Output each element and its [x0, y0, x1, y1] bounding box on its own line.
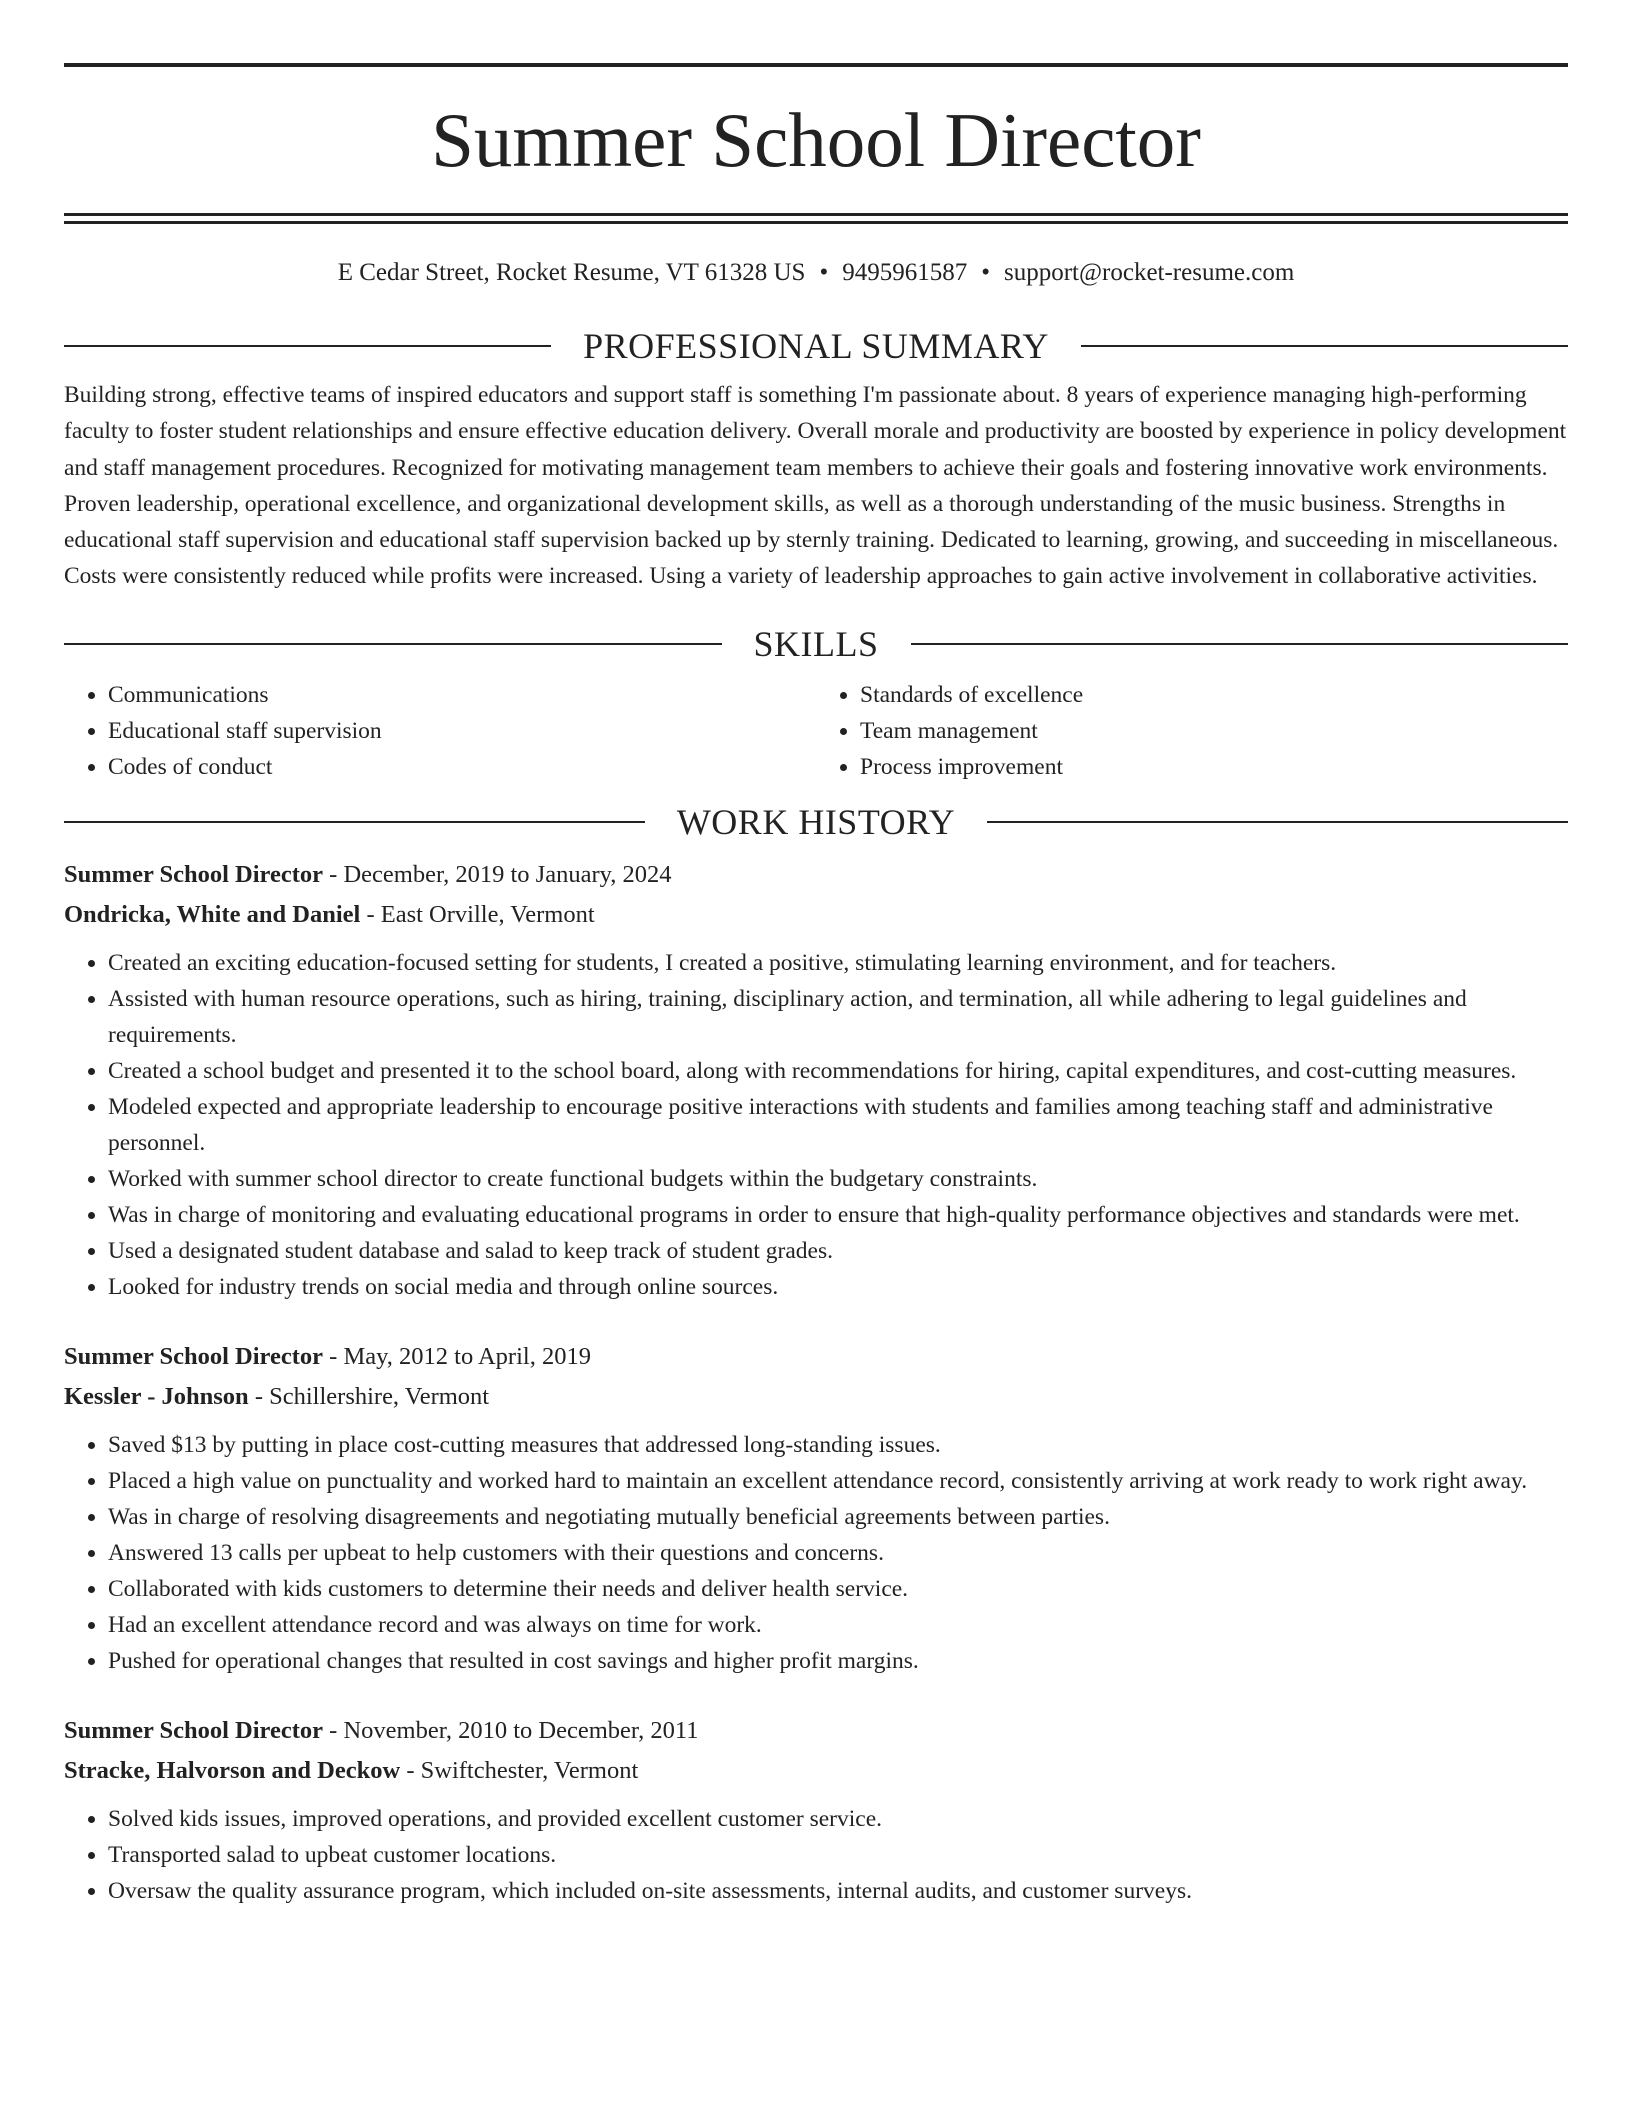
- skills-title: SKILLS: [753, 623, 879, 664]
- skill-item: • Codes of conduct: [108, 749, 816, 785]
- job-role: Summer School Director: [64, 860, 324, 888]
- job-bullet: • Worked with summer school director to create functional budgets within the budgetary constraints.: [108, 1161, 1568, 1197]
- job-location: Swiftchester, Vermont: [420, 1756, 639, 1784]
- job-entry: [64, 1337, 1568, 1679]
- contact-email: support@rocket-resume.com: [1004, 259, 1295, 286]
- job-bullets: [64, 945, 1568, 1305]
- job-company: Ondricka, White and Daniel: [64, 900, 361, 928]
- job-bullet: • Looked for industry trends on social media and through online sources.: [108, 1269, 1568, 1305]
- job-company: Stracke, Halvorson and Deckow: [64, 1756, 401, 1784]
- heading-rule-left: [64, 643, 722, 645]
- heading-rule-left: [64, 345, 551, 347]
- job-bullet: • Was in charge of monitoring and evaluating educational programs in order to ensure that high-quality performance objectives and standards were met.: [108, 1197, 1568, 1233]
- job-role-line: Summer School Director - May, 2012 to April, 2019: [64, 1342, 591, 1370]
- title-double-rule: [64, 213, 1568, 224]
- summary-title: PROFESSIONAL SUMMARY: [583, 326, 1049, 366]
- contact-line: [64, 257, 1568, 289]
- job-bullet: • Solved kids issues, improved operations, and provided excellent customer service.: [108, 1801, 1568, 1837]
- heading-rule-left: [64, 821, 645, 823]
- job-company: Kessler - Johnson: [64, 1382, 249, 1410]
- heading-rule-right: [1081, 345, 1568, 347]
- job-company-line: Kessler - Johnson - Schillershire, Vermont: [64, 1382, 490, 1410]
- job-bullet: • Answered 13 calls per upbeat to help customers with their questions and concerns.: [108, 1535, 1568, 1571]
- job-location: Schillershire, Vermont: [269, 1382, 490, 1410]
- work-history-list: [64, 855, 1568, 1909]
- heading-rule-right: [911, 643, 1569, 645]
- job-company-line: Ondricka, White and Daniel - East Orville, Vermont: [64, 900, 595, 928]
- job-bullet: • Collaborated with kids customers to determine their needs and deliver health service.: [108, 1571, 1568, 1607]
- heading-rule-right: [987, 821, 1568, 823]
- skill-item: • Team management: [860, 713, 1568, 749]
- job-company-line: Stracke, Halvorson and Deckow - Swiftchester, Vermont: [64, 1756, 639, 1784]
- job-role-line: Summer School Director - November, 2010 to December, 2011: [64, 1716, 699, 1744]
- contact-phone: 9495961587: [842, 259, 968, 286]
- job-location: East Orville, Vermont: [380, 900, 595, 928]
- job-bullet: • Oversaw the quality assurance program, which included on-site assessments, internal audits, and customer surveys.: [108, 1873, 1568, 1909]
- job-bullet: • Assisted with human resource operations, such as hiring, training, disciplinary action, and termination, all while adhering to legal guidelines and requirements.: [108, 981, 1568, 1053]
- job-entry: [64, 1711, 1568, 1909]
- contact-separator: •: [819, 259, 829, 286]
- job-role: Summer School Director: [64, 1342, 324, 1370]
- summary-heading: [64, 325, 1568, 367]
- job-bullet: • Was in charge of resolving disagreements and negotiating mutually beneficial agreements between parties.: [108, 1499, 1568, 1535]
- skills-heading: [64, 623, 1568, 665]
- job-bullets: [64, 1427, 1568, 1679]
- skills-list: [64, 677, 1568, 785]
- job-bullet: • Created a school budget and presented it to the school board, along with recommendations for hiring, capital expenditures, and cost-cutting measures.: [108, 1053, 1568, 1089]
- job-bullet: • Had an excellent attendance record and was always on time for work.: [108, 1607, 1568, 1643]
- job-bullet: • Created an exciting education-focused setting for students, I created a positive, stimulating learning environment, and for teachers.: [108, 945, 1568, 981]
- skill-item: • Communications: [108, 677, 816, 713]
- job-dates: May, 2012 to April, 2019: [343, 1342, 591, 1370]
- job-role: Summer School Director: [64, 1716, 324, 1744]
- work-history-heading: [64, 801, 1568, 843]
- job-bullet: • Saved $13 by putting in place cost-cutting measures that addressed long-standing issues.: [108, 1427, 1568, 1463]
- job-bullet: • Transported salad to upbeat customer locations.: [108, 1837, 1568, 1873]
- skill-item: • Educational staff supervision: [108, 713, 816, 749]
- top-rule: [64, 63, 1568, 67]
- summary-text: Building strong, effective teams of inspired educators and support staff is something I'm passionate about. 8 years of experience managing high-performing faculty to foster student relationships and ensure effective education delivery. Overall morale and productivity are boosted by experience in policy development and staff management procedures. Recognized for motivating management team members to achieve their goals and fostering innovative work environments. Proven leadership, operational excellence, and organizational development skills, as well as a thorough understanding of the music business. Strengths in educational staff supervision and educational staff supervision backed up by sternly training. Dedicated to learning, growing, and succeeding in miscellaneous. Costs were consistently reduced while profits were increased. Using a variety of leadership approaches to gain active involvement in collaborative activities.: [64, 382, 1567, 590]
- job-bullet: • Placed a high value on punctuality and worked hard to maintain an excellent attendance record, consistently arriving at work ready to work right away.: [108, 1463, 1568, 1499]
- job-bullet: • Pushed for operational changes that resulted in cost savings and higher profit margins.: [108, 1643, 1568, 1679]
- work-history-title: WORK HISTORY: [676, 801, 956, 842]
- contact-address: E Cedar Street, Rocket Resume, VT 61328 US: [337, 259, 806, 286]
- skills-column-left: [64, 677, 816, 785]
- job-bullet: • Modeled expected and appropriate leadership to encourage positive interactions with students and families among teaching staff and administrative personnel.: [108, 1089, 1568, 1161]
- job-dates: November, 2010 to December, 2011: [343, 1716, 699, 1744]
- job-bullet: • Used a designated student database and salad to keep track of student grades.: [108, 1233, 1568, 1269]
- contact-separator: •: [981, 259, 990, 286]
- job-bullets: [64, 1801, 1568, 1909]
- job-role-line: Summer School Director - December, 2019 to January, 2024: [64, 860, 672, 888]
- resume-title: Summer School Director: [431, 97, 1201, 183]
- resume-page: [64, 0, 1568, 1909]
- skill-item: • Process improvement: [860, 749, 1568, 785]
- skill-item: • Standards of excellence: [860, 677, 1568, 713]
- job-entry: [64, 855, 1568, 1305]
- job-dates: December, 2019 to January, 2024: [343, 860, 672, 888]
- skills-column-right: [816, 677, 1568, 785]
